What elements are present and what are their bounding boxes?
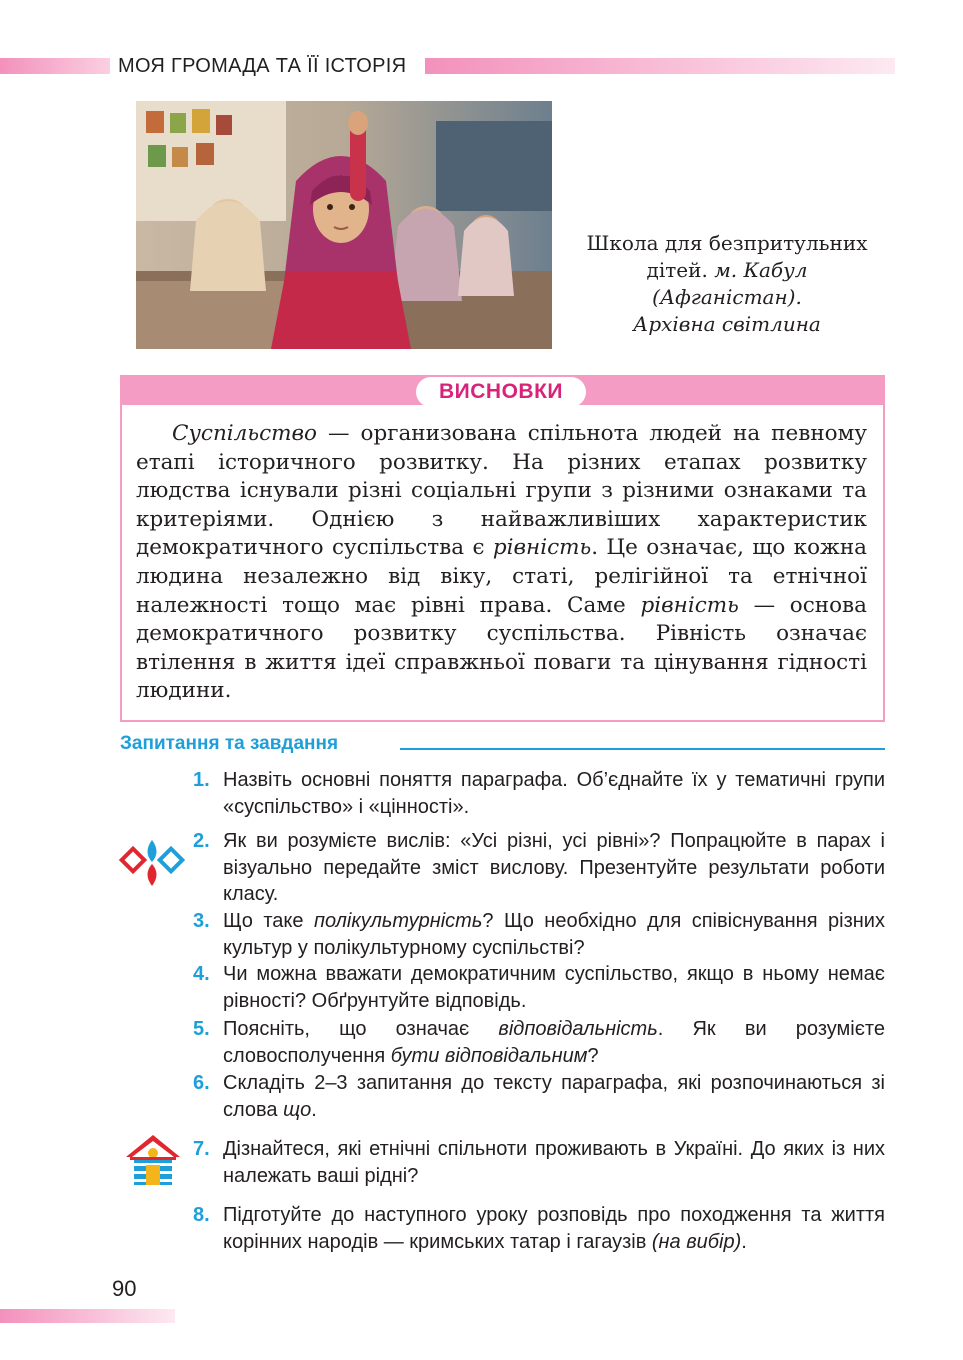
text-part: ?	[587, 1044, 599, 1067]
text-part: Підготуйте до наступного уроку розповідь про походження та життя корінних народів — кримських татар і гагаузів	[223, 1204, 885, 1253]
questions-rule	[400, 748, 885, 750]
term: відповідальність	[498, 1018, 658, 1040]
question-item-1	[193, 767, 885, 820]
caption-line	[562, 257, 892, 284]
question-text	[223, 1070, 885, 1123]
footer-decor	[0, 1309, 175, 1323]
home-task-icon	[124, 1133, 182, 1192]
question-item-2	[193, 828, 885, 908]
question-number: 4.	[193, 963, 210, 985]
text-part: . Це означає, що кожна людина незалежно від віку, статі, релігійної та етнічної належності тощо має рівні права. Саме	[136, 535, 867, 618]
question-text	[223, 1016, 885, 1069]
term: (на вибір)	[651, 1230, 742, 1253]
conclusions-text	[136, 420, 867, 706]
text-part: ? Що необхідно для співіснування різних культур у полікультурному суспільстві?	[223, 910, 885, 959]
question-item-6	[193, 1070, 885, 1123]
question-number: 7.	[193, 1138, 210, 1160]
term: полікультурність	[313, 910, 483, 932]
caption-country: (Афганістан).	[652, 285, 802, 309]
question-item-3	[193, 908, 885, 961]
question-number: 5.	[193, 1018, 210, 1040]
text-part: . Як ви розумієте словосполучення	[223, 1018, 885, 1067]
term-society: Суспільство	[172, 421, 317, 446]
text-part: — организована спільнота людей на певному етапі історичного розвитку. На різних етапах розвитку людства існували різні соціальні групи з різними ознаками та критеріями. Однією з найважливіших характеристик демократичного суспільства є	[136, 421, 867, 561]
question-text: Дізнайтеся, які етнічні спільноти проживають в Україні. До яких із них належать ваші рідні?	[223, 1138, 885, 1187]
header-decor-left	[0, 58, 120, 74]
caption-text: дітей.	[646, 258, 708, 282]
conclusions-title: ВИСНОВКИ	[416, 377, 586, 407]
question-number: 8.	[193, 1204, 210, 1226]
term: бути відповідальним	[390, 1044, 588, 1067]
text-part: Що таке	[223, 910, 314, 932]
caption-line: Школа для безпритульних	[586, 231, 868, 255]
question-item-5	[193, 1016, 885, 1069]
photo-caption	[562, 230, 892, 338]
term-equality: рівність	[640, 592, 739, 618]
question-number: 2.	[193, 830, 210, 852]
text-part: — основа демократичного розвитку суспільства. Рівність означає втілення в життя ідеї справжньої поваги та цінування гідності людини.	[136, 592, 867, 704]
question-item-4	[193, 961, 885, 1014]
question-text: Як ви розумієте вислів: «Усі різні, усі рівні»? Попрацюйте в парах і візуально передайте зміст вислову. Презентуйте результати роботи класу.	[223, 830, 885, 905]
classroom-photo	[136, 101, 552, 349]
question-item-8	[193, 1202, 885, 1255]
text-part: .	[311, 1098, 317, 1121]
running-header: МОЯ ГРОМАДА ТА ЇЇ ІСТОРІЯ	[110, 52, 414, 80]
text-part: .	[741, 1230, 747, 1253]
question-item-7	[193, 1136, 885, 1189]
question-number: 6.	[193, 1072, 210, 1094]
question-text: Назвіть основні поняття параграфа. Об’єднайте їх у тематичні групи «суспільство» і «цінності».	[223, 769, 885, 818]
question-text	[223, 908, 885, 961]
page-number: 90	[112, 1276, 137, 1301]
question-number: 1.	[193, 769, 210, 791]
header-decor-right	[425, 58, 895, 74]
caption-place: м. Кабул	[714, 258, 808, 282]
text-part: Поясніть, що означає	[223, 1018, 499, 1040]
question-text	[223, 1202, 885, 1255]
term-equality: рівність	[492, 535, 592, 561]
pair-work-icon	[117, 840, 187, 891]
question-text: Чи можна вважати демократичним суспільство, якщо в ньому немає рівності? Обґрунтуйте відповідь.	[223, 963, 885, 1012]
questions-heading: Запитання та завдання	[120, 733, 339, 754]
caption-archive: Архівна світлина	[633, 312, 821, 336]
question-number: 3.	[193, 910, 210, 932]
term: що	[283, 1098, 312, 1121]
text-part: Складіть 2–3 запитання до тексту параграфа, які розпочинаються зі слова	[223, 1072, 885, 1121]
